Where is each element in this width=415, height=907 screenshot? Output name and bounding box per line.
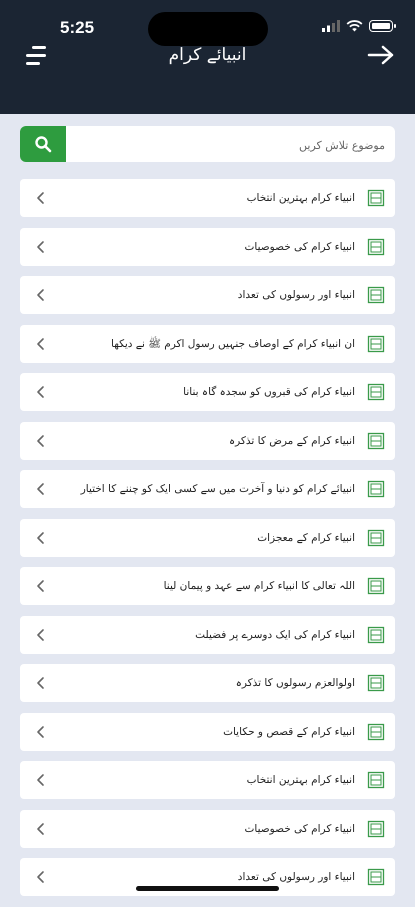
list-item-label: اللہ تعالی کا انبیاء کرام سے عہد و پیمان لینا (163, 580, 355, 592)
page-title: انبیائے کرام (168, 45, 247, 65)
list-item-label: انبیاء کرام کے قصص و حکایات (223, 725, 355, 738)
dynamic-island (148, 12, 268, 46)
chevron-left-icon (34, 191, 48, 205)
chevron-left-icon (34, 240, 48, 254)
search-bar (20, 126, 395, 162)
list-item-label: انبیاء کرام کی ایک دوسرے پر فضیلت (195, 628, 355, 641)
list-item-label: انبیاء کرام بہترین انتخاب (246, 192, 355, 204)
list-item-label: انبیاء کرام کی خصوصیات (244, 822, 355, 835)
list-item[interactable] (20, 519, 395, 557)
list-item[interactable] (20, 713, 395, 751)
book-icon (367, 383, 385, 401)
chevron-left-icon (34, 579, 48, 593)
arrow-right-icon (367, 43, 395, 67)
list-item[interactable] (20, 325, 395, 363)
book-icon (367, 626, 385, 644)
list-item[interactable] (20, 228, 395, 266)
chevron-left-icon (34, 676, 48, 690)
cellular-icon (322, 20, 340, 32)
list-item-label: انبیائے کرام کو دنیا و آخرت میں سے کسی ایک کو چننے کا اختیار (80, 483, 355, 495)
book-icon (367, 480, 385, 498)
list-item[interactable] (20, 761, 395, 799)
book-icon (367, 529, 385, 547)
forward-arrow-button[interactable] (367, 43, 395, 67)
chevron-left-icon (34, 531, 48, 545)
home-indicator (136, 886, 279, 891)
chevron-left-icon (34, 337, 48, 351)
wifi-icon (346, 20, 363, 32)
book-icon (367, 723, 385, 741)
list-item[interactable] (20, 664, 395, 702)
chevron-left-icon (34, 482, 48, 496)
book-icon (367, 674, 385, 692)
book-icon (367, 868, 385, 886)
chevron-left-icon (34, 870, 48, 884)
list-item-label: انبیاء اور رسولوں کی تعداد (237, 289, 355, 301)
list-item-label: انبیاء کرام کی خصوصیات (244, 240, 355, 253)
book-icon (367, 189, 385, 207)
list-item[interactable] (20, 179, 395, 217)
topic-list (20, 179, 395, 907)
book-icon (367, 335, 385, 353)
status-icons (322, 20, 393, 32)
chevron-left-icon (34, 725, 48, 739)
chevron-left-icon (34, 773, 48, 787)
book-icon (367, 432, 385, 450)
list-item[interactable] (20, 276, 395, 314)
list-item-label: انبیاء کرام کے معجزات (257, 531, 355, 544)
list-item-label: انبیاء کرام کے مرض کا تذکرہ (228, 434, 355, 447)
search-input[interactable] (70, 126, 387, 162)
list-item[interactable] (20, 810, 395, 848)
list-item-label: انبیاء کرام بہترین انتخاب (246, 774, 355, 786)
list-item[interactable] (20, 422, 395, 460)
chevron-left-icon (34, 434, 48, 448)
search-button[interactable] (20, 126, 66, 162)
list-item-label: انبیاء کرام کی قبروں کو سجدہ گاہ بنانا (183, 386, 355, 398)
list-item[interactable] (20, 567, 395, 605)
list-item[interactable] (20, 470, 395, 508)
list-item-label: انبیاء اور رسولوں کی تعداد (237, 871, 355, 883)
book-icon (367, 820, 385, 838)
status-time: 5:25 (60, 18, 95, 37)
menu-button[interactable] (26, 44, 50, 66)
app-header (0, 0, 415, 114)
book-icon (367, 286, 385, 304)
book-icon (367, 577, 385, 595)
chevron-left-icon (34, 628, 48, 642)
list-item[interactable] (20, 616, 395, 654)
chevron-left-icon (34, 385, 48, 399)
search-icon (34, 135, 52, 153)
chevron-left-icon (34, 822, 48, 836)
list-item-label: اولوالعزم رسولوں کا تذکرہ (235, 677, 355, 689)
list-item-label: ان انبیاء کرام کے اوصاف جنہیں رسول اکرم ﷺ نے دیکھا (111, 337, 355, 350)
battery-icon (369, 20, 393, 32)
book-icon (367, 238, 385, 256)
list-item[interactable] (20, 373, 395, 411)
book-icon (367, 771, 385, 789)
chevron-left-icon (34, 288, 48, 302)
